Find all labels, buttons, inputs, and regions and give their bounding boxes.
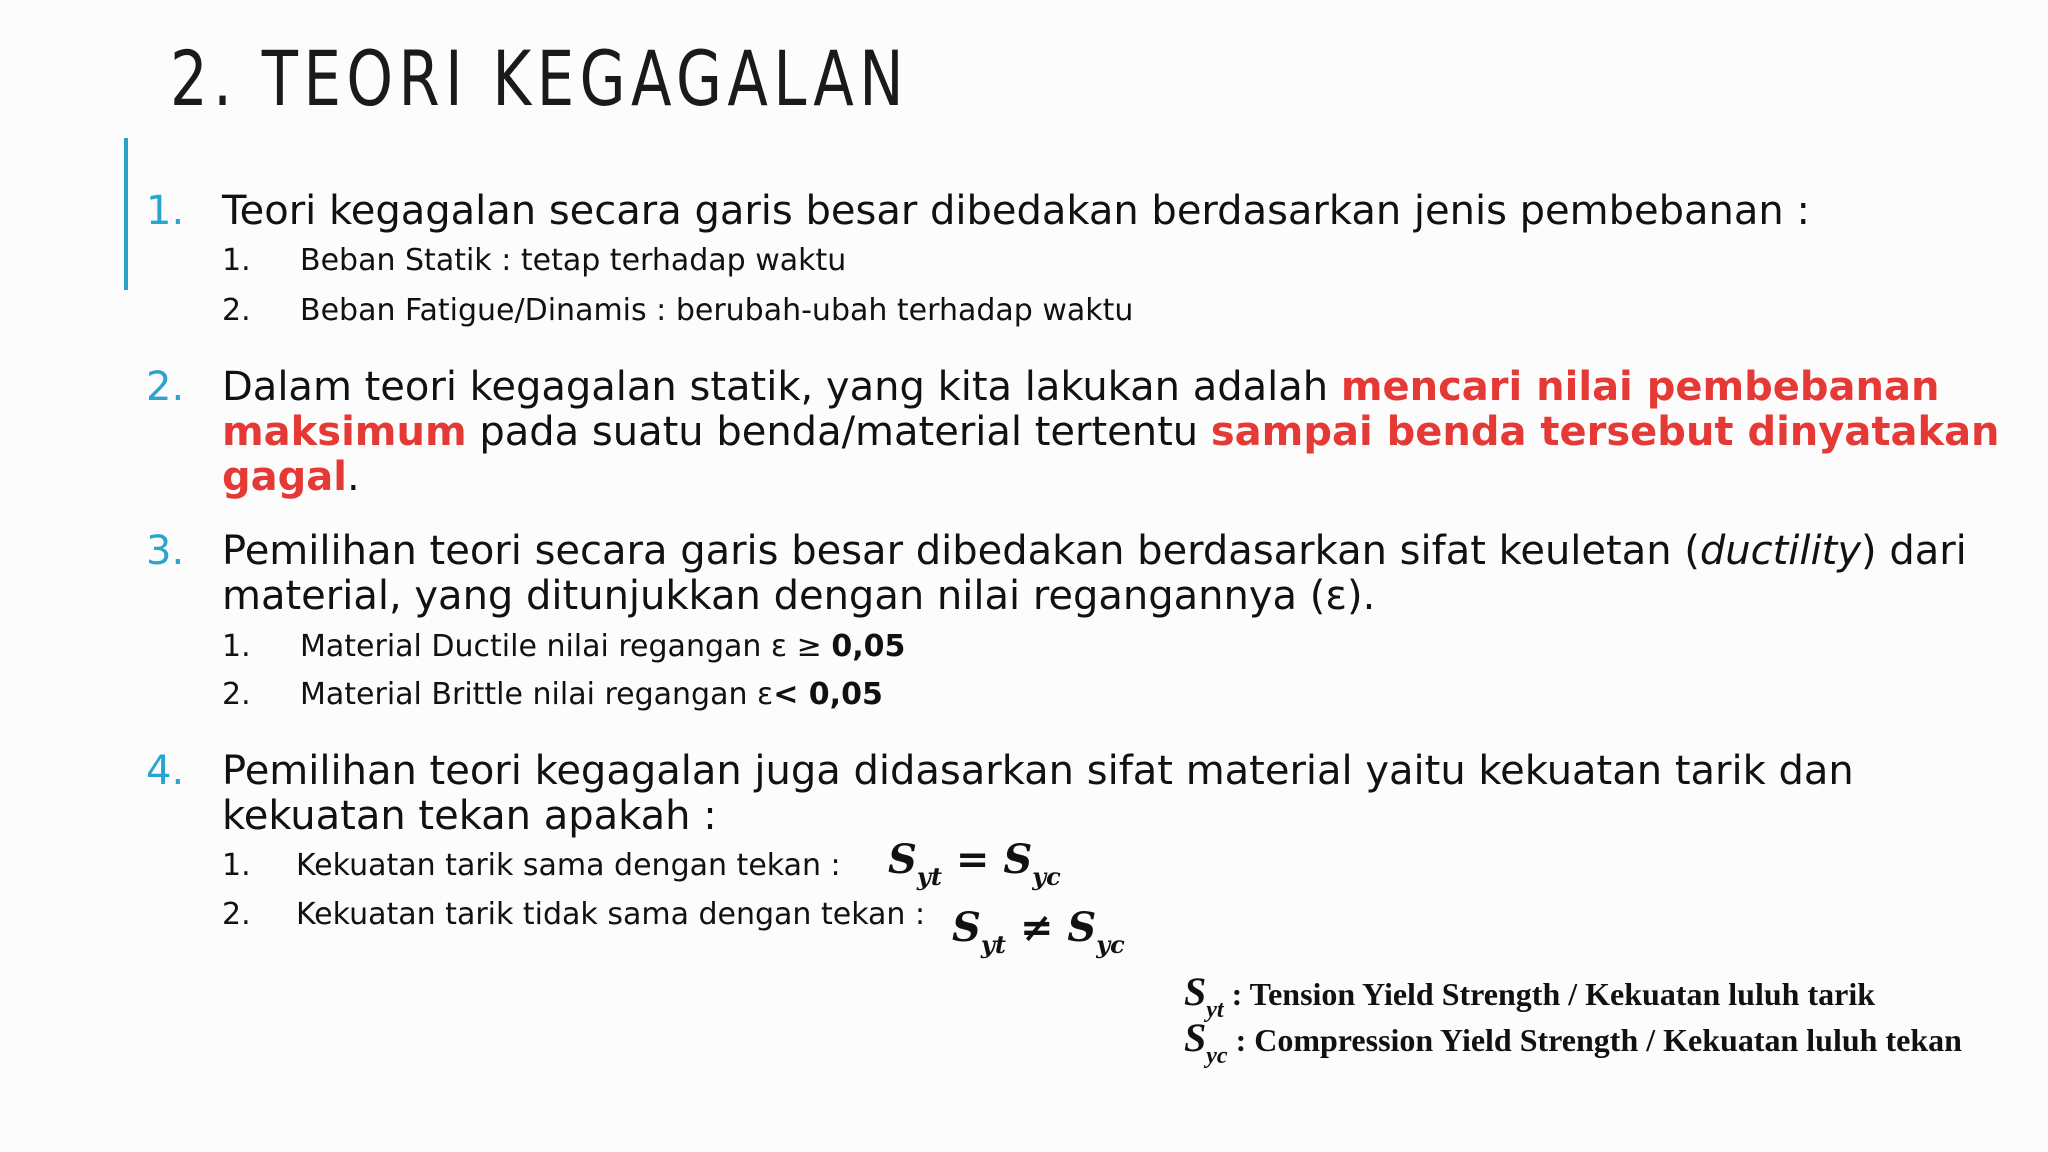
math-subscript: yt (980, 930, 1006, 959)
sub-item-text: Kekuatan tarik tidak sama dengan tekan : (296, 897, 926, 932)
item-text: ) dari (1861, 528, 1967, 574)
sub-item (300, 677, 883, 713)
sub-item-number: 1. (222, 629, 251, 664)
item-line (222, 409, 2000, 455)
highlight-text: sampai benda tersebut dinyatakan (1210, 409, 2000, 455)
item-text: . (346, 454, 360, 500)
legend-symbol (1184, 1015, 1228, 1069)
math-subscript: yc (1206, 1043, 1228, 1069)
highlight-text: mencari nilai pembebanan (1340, 364, 1940, 410)
item-text: material, yang ditunjukkan dengan nilai regangannya (ε). (222, 573, 1376, 619)
item-text: pada suatu benda/material tertentu (466, 409, 1211, 455)
math-subscript: yt (916, 862, 942, 891)
math-relation: = (955, 836, 990, 883)
highlight-text: gagal (222, 454, 347, 500)
math-subscript: yc (1096, 930, 1125, 959)
italic-text: ductility (1699, 528, 1862, 574)
sub-item-number: 2. (222, 897, 251, 932)
math-symbol: S (952, 904, 981, 951)
item-line (222, 364, 1939, 410)
item-number: 2. (146, 364, 185, 410)
item-text: Pemilihan teori secara garis besar dibedakan berdasarkan sifat keuletan ( (222, 528, 1700, 574)
sub-item-text: Beban Statik : tetap terhadap waktu (300, 243, 847, 278)
sub-item-text: Beban Fatigue/Dinamis : berubah-ubah terhadap waktu (300, 293, 1134, 328)
item-number: 4. (146, 748, 185, 794)
item-text: Teori kegagalan secara garis besar dibedakan berdasarkan jenis pembebanan : (222, 188, 1810, 234)
sub-item (300, 629, 905, 665)
equation-equal (888, 836, 1061, 891)
sub-item-text: Material Brittle nilai regangan ε (300, 677, 774, 712)
math-subscript: yt (1206, 997, 1224, 1023)
sub-item-text: Kekuatan tarik sama dengan tekan : (296, 848, 841, 883)
item-text: Dalam teori kegagalan statik, yang kita lakukan adalah (222, 364, 1341, 410)
math-symbol: S (1067, 904, 1097, 951)
math-relation: ≠ (1019, 904, 1054, 951)
sub-item-value: 0,05 (831, 629, 906, 664)
item-text: Pemilihan teori kegagalan juga didasarkan sifat material yaitu kekuatan tarik dan (222, 748, 1854, 794)
math-symbol: S (1184, 1015, 1207, 1060)
highlight-text: maksimum (222, 409, 467, 455)
math-symbol: S (1184, 969, 1207, 1014)
sub-item-number: 1. (222, 243, 251, 278)
item-number: 1. (146, 188, 185, 234)
legend-line (1184, 1014, 1962, 1070)
item-text: kekuatan tekan apakah : (222, 793, 717, 839)
sub-item-number: 2. (222, 293, 251, 328)
legend-symbol (1184, 969, 1224, 1023)
accent-bar (124, 138, 128, 290)
item-line (222, 454, 360, 500)
sub-item-number: 2. (222, 677, 251, 712)
sub-item-value: < 0,05 (773, 677, 883, 712)
math-symbol: S (888, 836, 917, 883)
sub-item-text: Material Ductile nilai regangan ε ≥ (300, 629, 832, 664)
math-symbol: S (1003, 836, 1033, 883)
item-line (222, 528, 1967, 574)
math-subscript: yc (1032, 862, 1061, 891)
legend-text: : Tension Yield Strength / Kekuatan luluh tarik (1223, 976, 1875, 1012)
sub-item-number: 1. (222, 848, 251, 883)
legend-text: : Compression Yield Strength / Kekuatan luluh tekan (1227, 1022, 1962, 1058)
equation-not-equal (952, 904, 1125, 959)
item-number: 3. (146, 528, 185, 574)
slide-title: 2. TEORI KEGAGALAN (170, 34, 910, 123)
